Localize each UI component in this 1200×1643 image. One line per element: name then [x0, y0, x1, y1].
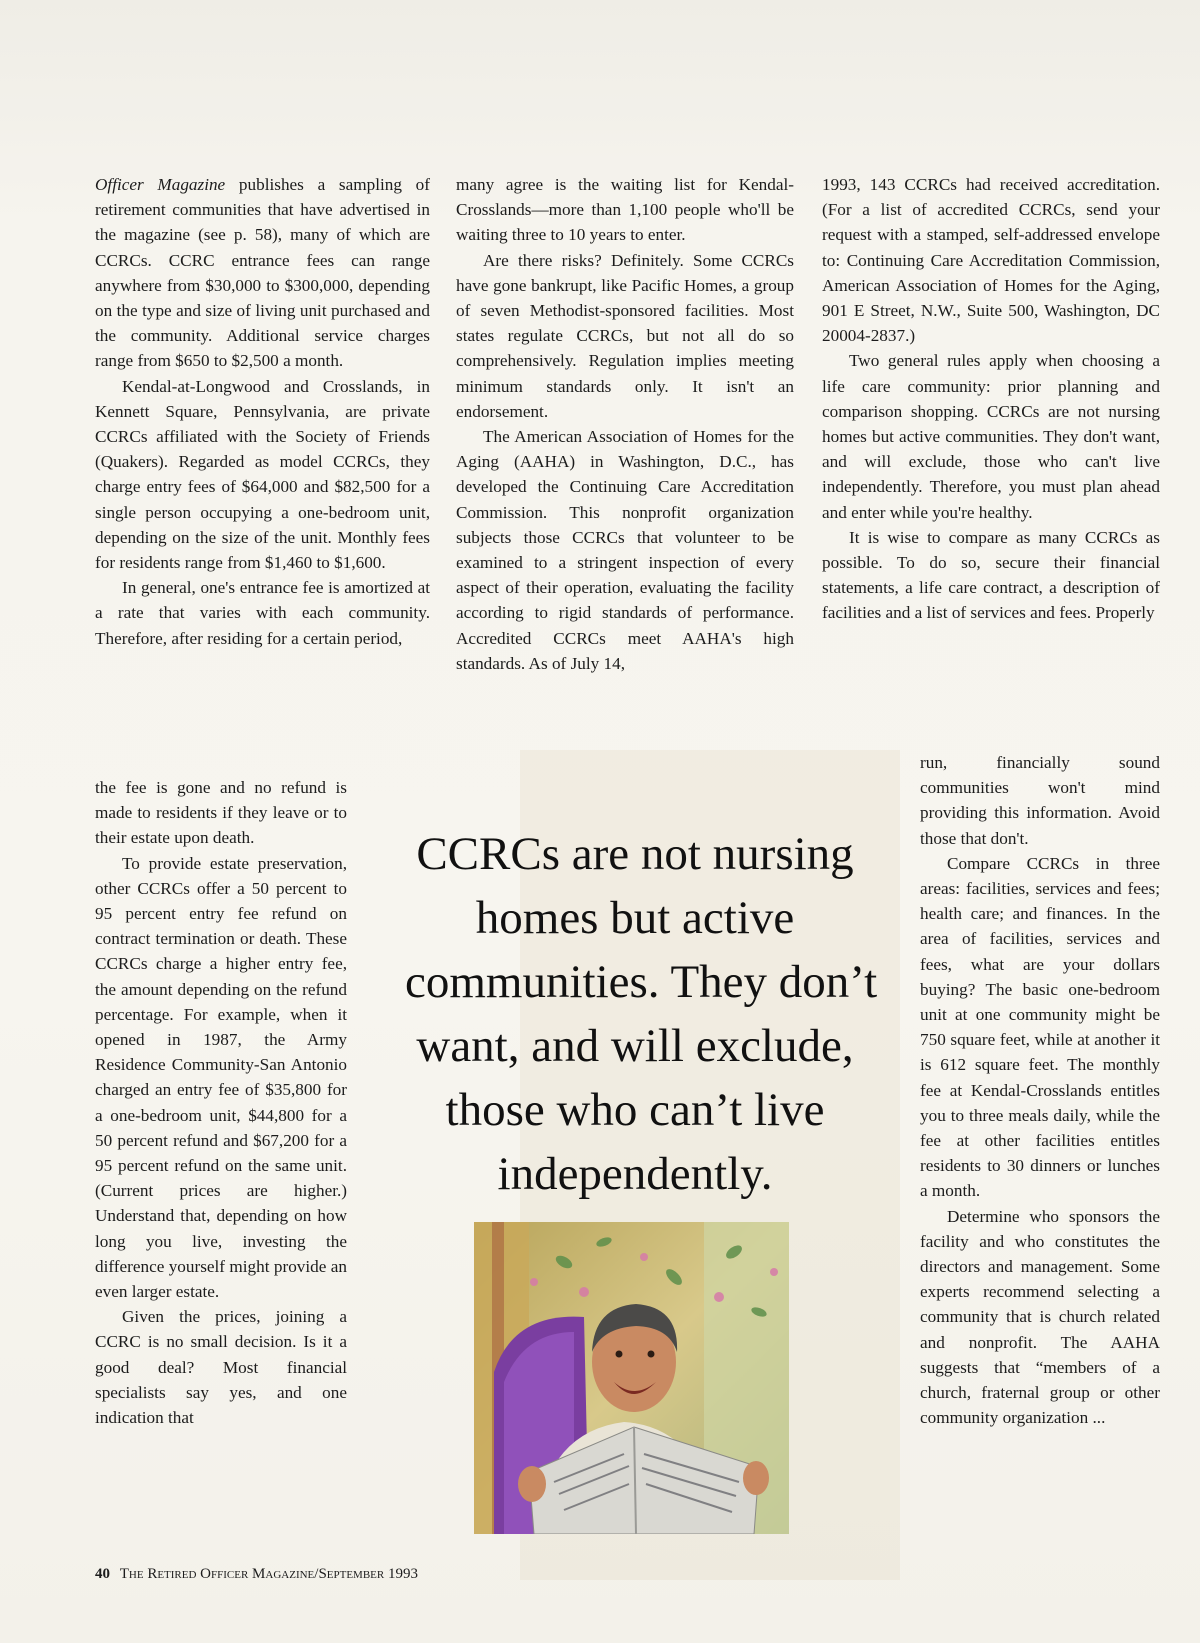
body-paragraph: many agree is the waiting list for Kendal-Crosslands—more than 1,100 people who'll be waiting three to 10 years to enter. [456, 175, 794, 245]
pull-quote [405, 822, 878, 1206]
body-paragraph: Two general rules apply when choosing a life care community: prior planning and comparison shopping. CCRCs are not nursing homes but active communities. They don't want, and will exclude, those who can't live independently. Therefore, you must plan ahead and enter while you're healthy. [822, 351, 1160, 522]
body-paragraph [95, 172, 430, 374]
pull-quote-line: those who can’t live [445, 1084, 825, 1136]
left-column-bottom [95, 775, 347, 1430]
body-paragraph: 1993, 143 CCRCs had received accreditation. (For a list of accredited CCRCs, send your request with a stamped, self-addressed envelope to: Continuing Care Accreditation Commission, American Association of Homes for the Aging, 901 E Street, N.W., Suite 500, Washington, DC 20004-2837.) [822, 175, 1160, 346]
body-paragraph: the fee is gone and no refund is made to residents if they leave or to their estate upon death. [95, 778, 347, 848]
body-paragraph: run, financially sound communities won't mind providing this information. Avoid those that don't. [920, 753, 1160, 848]
illustration-art [474, 1222, 789, 1534]
body-paragraph: Kendal-at-Longwood and Crosslands, in Kennett Square, Pennsylvania, are private CCRCs affiliated with the Society of Friends (Quakers). Regarded as model CCRCs, they charge entry fees of $64,000 and $82,500 for a single person occupying a one-bedroom unit, depending on the size of the unit. Monthly fees for residents range from $1,460 to $1,600. [95, 376, 430, 573]
page-footer [95, 1566, 418, 1583]
pull-quote-line: communities. They don’t [405, 956, 878, 1008]
body-paragraph: Determine who sponsors the facility and who constitutes the directors and management. Some experts recommend selecting a community that is church related and nonprofit. The AAHA suggests that “members of a church, fraternal group or other community organization ... [920, 1206, 1160, 1428]
body-paragraph: The American Association of Homes for the Aging (AAHA) in Washington, D.C., has developed the Continuing Care Accreditation Commission. This nonprofit organization subjects those CCRCs that volunteer to be examined to a stringent inspection of every aspect of their operation, evaluating the facility according to rigid standards of performance. Accredited CCRCs meet AAHA's high standards. As of July 14, [456, 427, 794, 673]
pull-quote-line: independently. [497, 1148, 773, 1200]
right-column-bottom [920, 750, 1160, 1430]
pull-quote-line: CCRCs are not nursing [416, 828, 854, 880]
paragraph-text: publishes a sampling of retirement communities that have advertised in the magazine (see p. 58), many of which are CCRCs. CCRC entrance fees can range anywhere from $30,000 to $300,000, depending on the type and size of living unit purchased and the community. Additional service charges range from $650 to $2,500 a month. [95, 175, 430, 371]
left-column-top [95, 172, 430, 651]
body-paragraph: To provide estate preservation, other CCRCs offer a 50 percent to 95 percent entry fee refund on contract termination or death. These CCRCs charge a higher entry fee, the amount depending on the refund percentage. For example, when it opened in 1987, the Army Residence Community-San Antonio charged an entry fee of $35,800 for a one-bedroom unit, $44,800 for a 50 percent refund and $67,200 for a 95 percent refund on the same unit. (Current prices are higher.) Understand that, depending on how long you live, investing the difference yourself might provide an even larger estate. [95, 853, 347, 1302]
right-column-top [822, 172, 1160, 626]
pull-quote-line: homes but active [475, 892, 795, 944]
body-paragraph: Compare CCRCs in three areas: facilities, services and fees; health care; and finances. In the area of facilities, services and fees, what are your dollars buying? The basic one-bedroom unit at one community might be 750 square feet, while at another it is 612 square feet. The monthly fee at Kendal-Crosslands entitles you to three meals daily, while the fee at other facilities entitles residents to 30 dinners or lunches a month. [920, 853, 1160, 1201]
body-paragraph: It is wise to compare as many CCRCs as possible. To do so, secure their financial statements, a life care contract, a description of facilities and a list of services and fees. Properly [822, 527, 1160, 623]
page-number: 40 [95, 1566, 110, 1582]
newspaper-reader-illustration [474, 1222, 789, 1534]
body-paragraph: In general, one's entrance fee is amortized at a rate that varies with each community. Therefore, after residing for a certain period, [95, 578, 430, 648]
body-paragraph: Given the prices, joining a CCRC is no small decision. Is it a good deal? Most financial specialists say yes, and one indication that [95, 1307, 347, 1428]
body-paragraph: Are there risks? Definitely. Some CCRCs have gone bankrupt, like Pacific Homes, a group of seven Methodist-sponsored facilities. Most states regulate CCRCs, but not all do so comprehensively. Regulation implies meeting minimum standards only. It isn't an endorsement. [456, 250, 794, 421]
middle-column [456, 172, 794, 676]
publication-line: The Retired Officer Magazine/September 1993 [119, 1566, 418, 1582]
magazine-title: Officer Magazine [95, 175, 226, 194]
pull-quote-line: want, and will exclude, [416, 1020, 854, 1072]
